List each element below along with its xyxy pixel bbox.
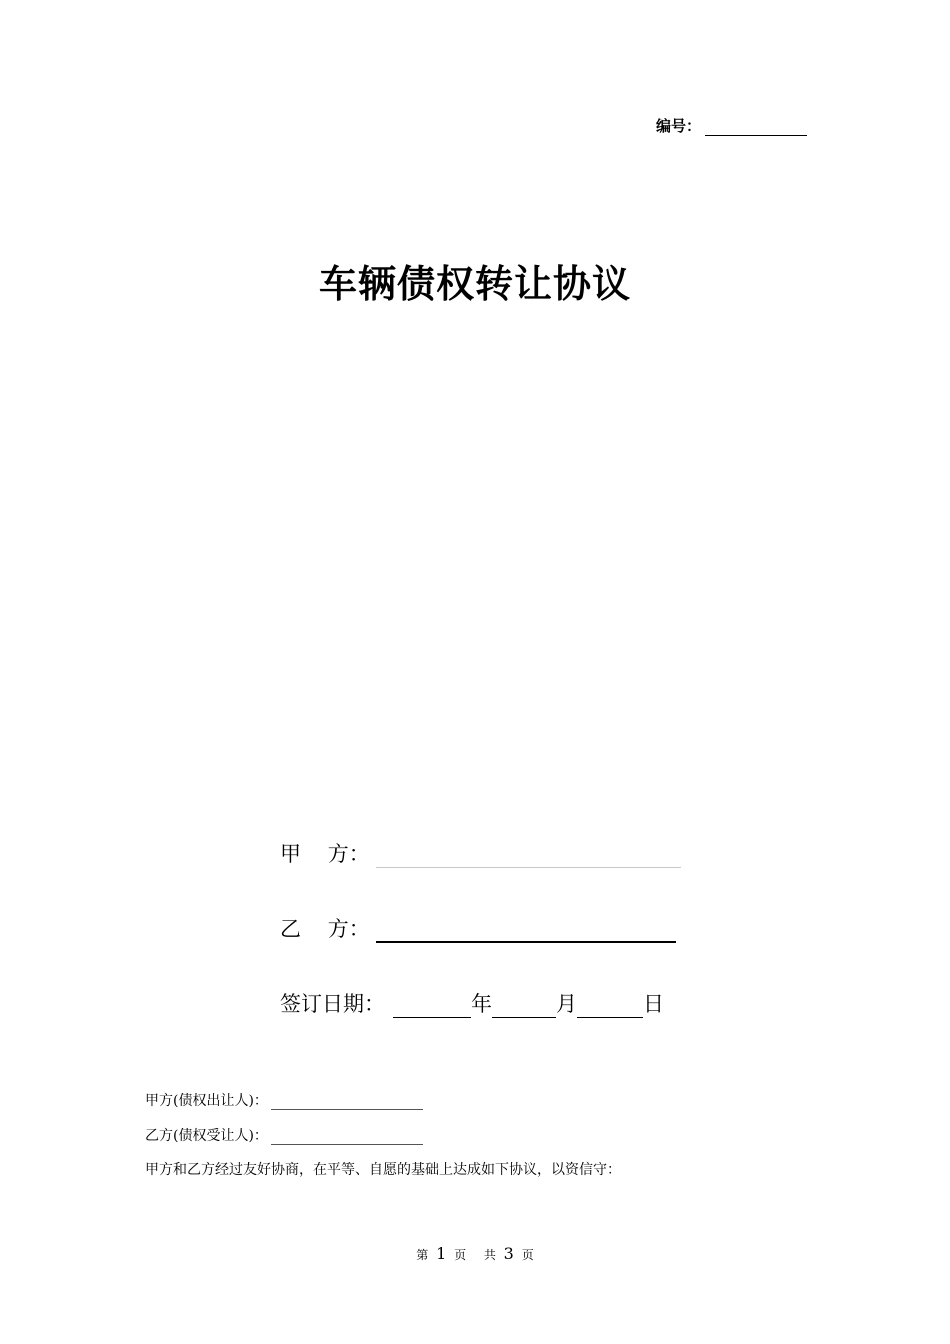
party-a-label: 甲 方： (280, 842, 370, 866)
footer-total-suffix: 页 (521, 1248, 534, 1262)
year-label: 年 (471, 992, 492, 1016)
footer-total-prefix: 共 (483, 1248, 496, 1262)
month-label: 月 (556, 992, 577, 1016)
party-a-blank (376, 847, 681, 868)
page-footer (0, 1244, 950, 1263)
transferee-line (145, 1125, 423, 1145)
document-number-blank (705, 119, 807, 136)
transferee-blank (271, 1130, 423, 1145)
party-b-blank (376, 921, 676, 943)
transferor-label: 甲方(债权出让人)： (145, 1093, 268, 1109)
intro-text: 甲方和乙方经过友好协商，在平等、自愿的基础上达成如下协议，以资信守： (145, 1162, 621, 1178)
month-blank (492, 997, 556, 1018)
transferor-line (145, 1090, 423, 1110)
current-page-number: 1 (436, 1244, 447, 1263)
total-pages-number: 3 (503, 1244, 514, 1263)
year-blank (393, 997, 471, 1018)
document-number-label: 编号： (656, 117, 702, 135)
footer-page-word: 页 (454, 1248, 467, 1262)
footer-prefix: 第 (416, 1248, 429, 1262)
transferee-label: 乙方(债权受让人)： (145, 1128, 268, 1144)
cover-party-a (280, 838, 681, 868)
transferor-blank (271, 1095, 423, 1110)
sign-date-label: 签订日期： (280, 992, 385, 1016)
day-blank (577, 997, 643, 1018)
intro-paragraph (145, 1159, 621, 1179)
party-b-label: 乙 方： (280, 917, 370, 941)
document-number (656, 115, 807, 136)
day-label: 日 (643, 992, 664, 1016)
document-title: 车辆债权转让协议 (318, 261, 631, 306)
cover-sign-date (280, 988, 664, 1018)
cover-party-b (280, 913, 676, 943)
